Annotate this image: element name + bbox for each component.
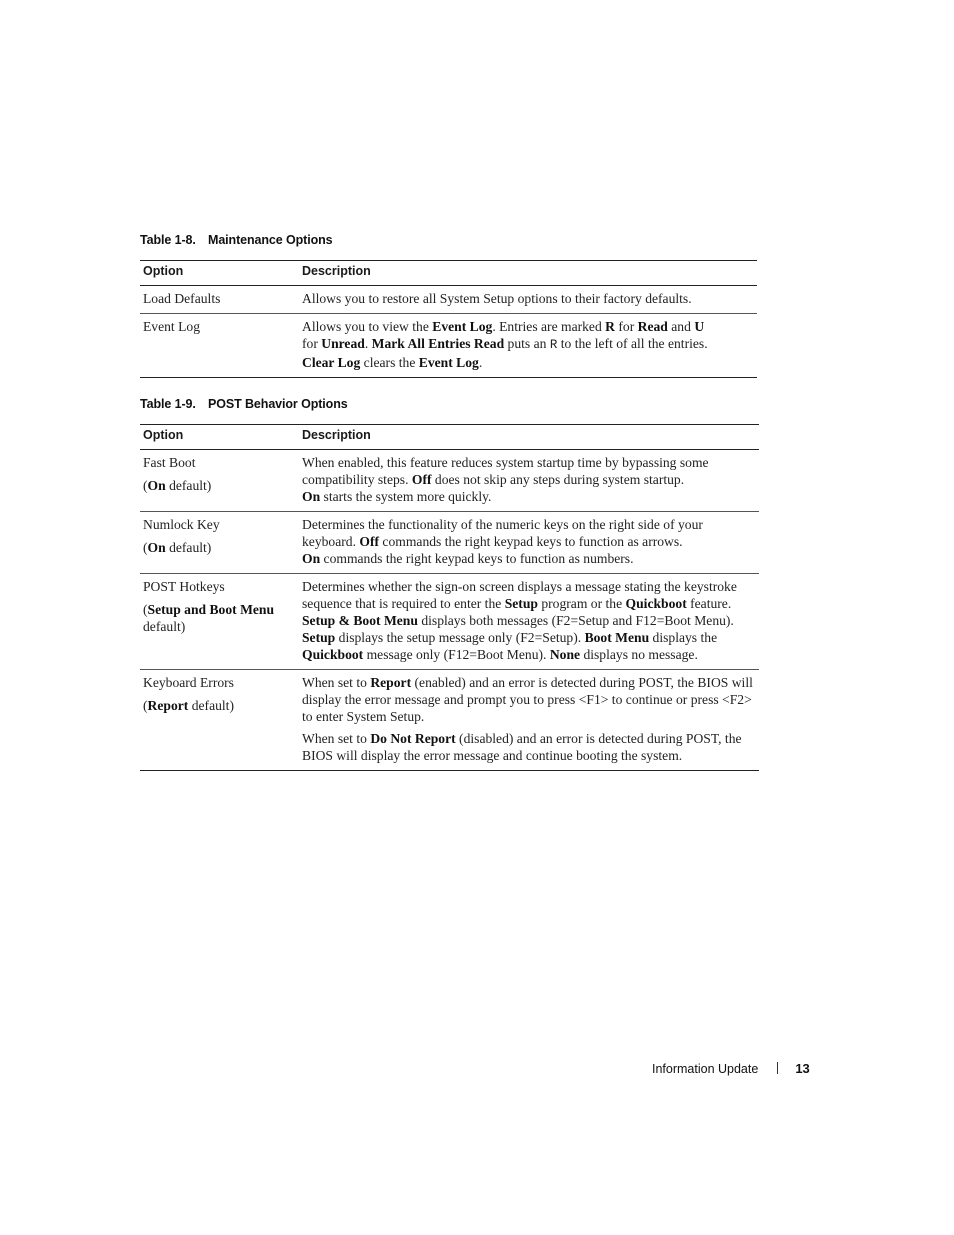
caption-number: Table 1-8. — [140, 233, 196, 247]
caption-number: Table 1-9. — [140, 397, 196, 411]
caption-title: Maintenance Options — [208, 233, 333, 247]
maintenance-options-table — [140, 260, 757, 378]
option-cell: Keyboard Errors (Report default) — [140, 670, 299, 771]
description-cell: Allows you to view the Event Log. Entries are marked R for Read and U for Unread. Mark All Entries Read puts an R to the left of all the entries. Clear Log clears the Event Log. — [299, 314, 757, 378]
description-cell: Determines the functionality of the numeric keys on the right side of your keyboard. Off commands the right keypad keys to function as arrows. On commands the right keypad keys to function as numbers. — [299, 512, 759, 574]
table-row — [140, 286, 757, 314]
default-note: (On default) — [143, 540, 212, 555]
table-row — [140, 314, 757, 378]
table-row — [140, 450, 759, 512]
description-paragraph: When set to Report (enabled) and an error is detected during POST, the BIOS will display the error message and prompt you to press <F1> to continue or press <F2> to enter System Setup. — [302, 675, 753, 724]
column-header-description: Description — [299, 261, 757, 286]
option-cell: POST Hotkeys (Setup and Boot Menu default) — [140, 574, 299, 670]
description-paragraph: When set to Do Not Report (disabled) and an error is detected during POST, the BIOS will display the error message and continue booting the system. — [302, 731, 742, 763]
default-note: (On default) — [143, 478, 212, 493]
option-cell: Load Defaults — [140, 286, 299, 314]
description-cell — [299, 670, 759, 771]
column-header-option: Option — [140, 425, 299, 450]
table-1-8-caption — [140, 233, 333, 247]
option-cell: Event Log — [140, 314, 299, 378]
footer-section-title: Information Update — [652, 1062, 759, 1076]
page-number: 13 — [795, 1061, 810, 1076]
table-header-row — [140, 261, 757, 286]
default-note: (Report default) — [143, 698, 234, 713]
table-1-9-caption — [140, 397, 348, 411]
footer-separator — [777, 1062, 778, 1074]
description-cell: When enabled, this feature reduces system startup time by bypassing some compatibility steps. Off does not skip any steps during system startup. On starts the system more quickly. — [299, 450, 759, 512]
post-behavior-options-table — [140, 424, 759, 771]
column-header-description: Description — [299, 425, 759, 450]
column-header-option: Option — [140, 261, 299, 286]
description-cell: Allows you to restore all System Setup options to their factory defaults. — [299, 286, 757, 314]
table-row — [140, 512, 759, 574]
table-row — [140, 574, 759, 670]
option-cell: Numlock Key (On default) — [140, 512, 299, 574]
table-row — [140, 670, 759, 771]
page-footer — [652, 1061, 810, 1076]
option-cell: Fast Boot (On default) — [140, 450, 299, 512]
description-cell: Determines whether the sign-on screen displays a message stating the keystroke sequence that is required to enter the Setup program or the Quickboot feature. Setup & Boot Menu displays both messages (F2=Setup and F12=Boot Menu). Setup displays the setup message only (F2=Setup). Boot Menu displays the Quickboot message only (F12=Boot Menu). None displays no message. — [299, 574, 759, 670]
table-header-row — [140, 425, 759, 450]
caption-title: POST Behavior Options — [208, 397, 348, 411]
default-note: (Setup and Boot Menu default) — [143, 602, 275, 634]
